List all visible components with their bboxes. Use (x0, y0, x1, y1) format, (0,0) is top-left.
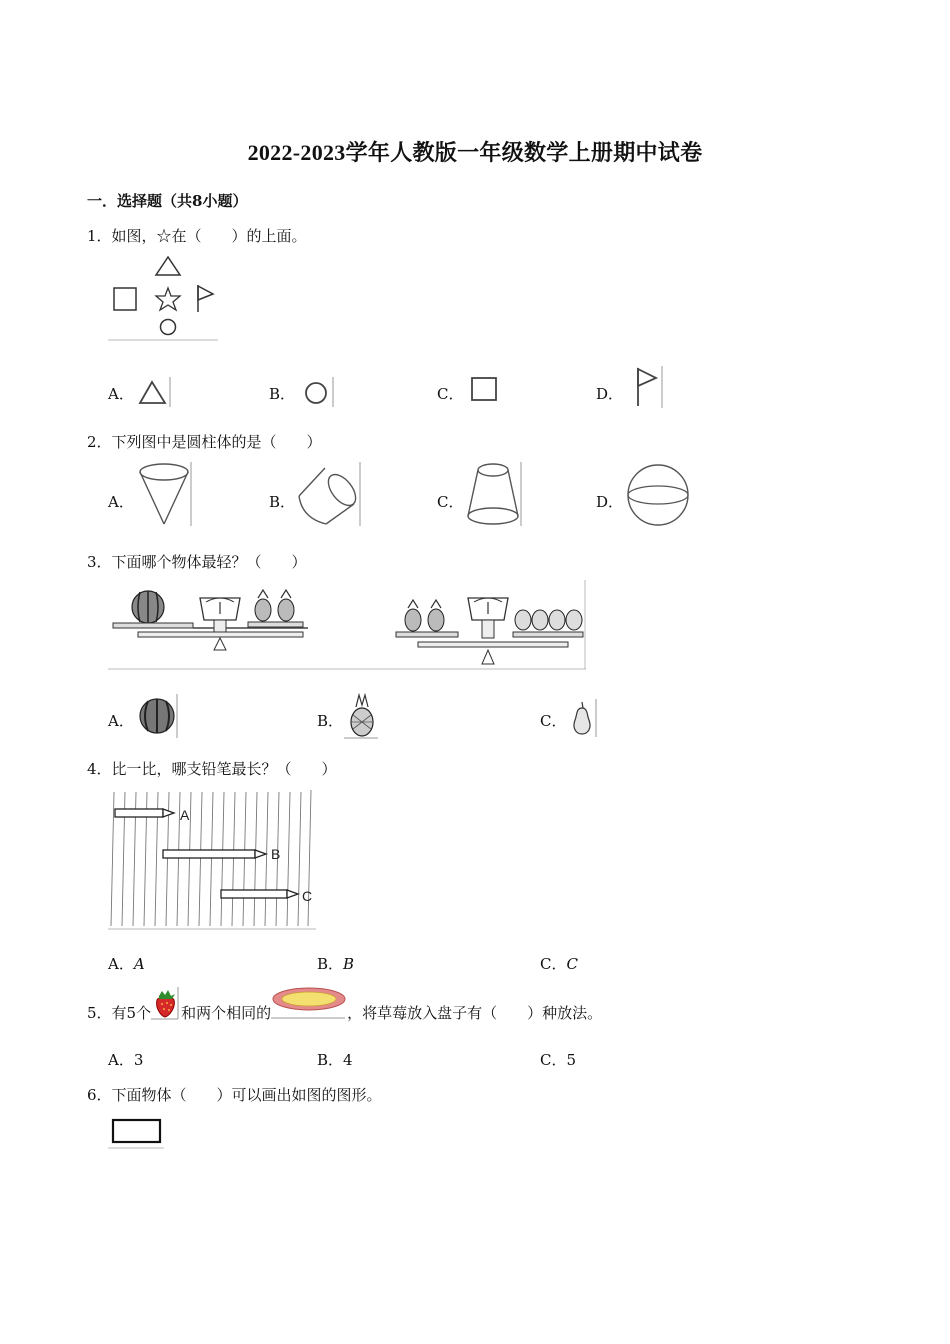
q4-option-a[interactable]: A．A (108, 955, 145, 973)
q1-option-a-label: A． (108, 385, 134, 403)
cone-icon (136, 460, 194, 528)
q1-option-b-label: B． (269, 385, 296, 403)
pineapple-icon (344, 693, 380, 739)
q4-option-b[interactable]: B．B (317, 955, 355, 973)
watermelon-icon (136, 693, 180, 739)
q5-option-a[interactable]: A．3 (108, 1051, 144, 1069)
question-3-balance-figure (108, 580, 588, 672)
q3-option-b-label: B． (317, 712, 344, 730)
question-3-text: 3．下面哪个物体最轻？（ ） (87, 553, 307, 571)
rectangle-figure (108, 1116, 166, 1150)
q1-option-c-label: C． (437, 385, 464, 403)
section-header: 一．选择题（共8小题） (87, 192, 248, 210)
pear-icon (567, 698, 599, 738)
q1-option-c[interactable] (437, 383, 463, 404)
q5-option-b[interactable]: B．4 (317, 1051, 353, 1069)
q2-option-d[interactable] (596, 491, 623, 512)
q2-option-c[interactable] (437, 491, 463, 512)
sphere-icon (624, 462, 692, 528)
question-5-text: 5．有5个 和两个相同的 ，将草莓放入盘子有（ ）种放法。 (87, 1002, 602, 1023)
circle-shape (161, 320, 176, 335)
square-icon (468, 374, 502, 406)
star-shape (156, 288, 180, 310)
q1-option-d[interactable] (596, 383, 623, 404)
pencil-c (221, 890, 298, 898)
frustum-icon (464, 460, 524, 528)
square-shape (114, 288, 136, 310)
flag-icon (628, 364, 666, 410)
q3-option-a[interactable] (108, 710, 134, 731)
pencil-b-label: B (271, 846, 281, 862)
question-2-text: 2．下列图中是圆柱体的是（ ） (87, 433, 322, 451)
q2-option-b[interactable] (269, 491, 295, 512)
question-1-figure (108, 252, 220, 342)
question-6-text: 6．下面物体（ ）可以画出如图的图形。 (87, 1086, 382, 1104)
q4-option-c[interactable]: C．C (540, 955, 578, 973)
tilted-cylinder-icon (296, 460, 364, 528)
q1-option-d-label: D． (596, 385, 624, 403)
q5-option-c[interactable]: C．5 (540, 1051, 577, 1069)
question-4-text: 4．比一比，哪支铅笔最长？（ ） (87, 760, 337, 778)
q2-option-c-label: C． (437, 493, 464, 511)
triangle-icon (135, 376, 173, 408)
circle-icon (300, 376, 336, 408)
triangle-shape (156, 257, 180, 275)
q3-option-a-label: A． (108, 712, 134, 730)
question-1-text: 1．如图，☆在（ ）的上面。 (87, 227, 307, 245)
plate-icon (271, 986, 347, 1020)
q1-option-a[interactable] (108, 383, 134, 404)
balance-left (113, 590, 308, 650)
q3-option-b[interactable] (317, 710, 343, 731)
strawberry-icon (151, 986, 181, 1020)
pencil-b (163, 850, 266, 858)
question-4-pencil-figure (108, 786, 318, 932)
pencil-a-label: A (180, 807, 190, 823)
q2-option-b-label: B． (269, 493, 296, 511)
pencil-c-label: C (302, 888, 313, 904)
q2-option-a[interactable] (108, 491, 134, 512)
pencil-a (115, 809, 174, 817)
page-title: 2022-2023学年人教版一年级数学上册期中试卷 (247, 140, 703, 165)
q1-option-b[interactable] (269, 383, 295, 404)
flag-shape (198, 286, 213, 300)
q2-option-d-label: D． (596, 493, 624, 511)
q3-option-c-label: C． (540, 712, 567, 730)
q3-option-c[interactable] (540, 710, 566, 731)
balance-right (396, 598, 583, 664)
q2-option-a-label: A． (108, 493, 134, 511)
